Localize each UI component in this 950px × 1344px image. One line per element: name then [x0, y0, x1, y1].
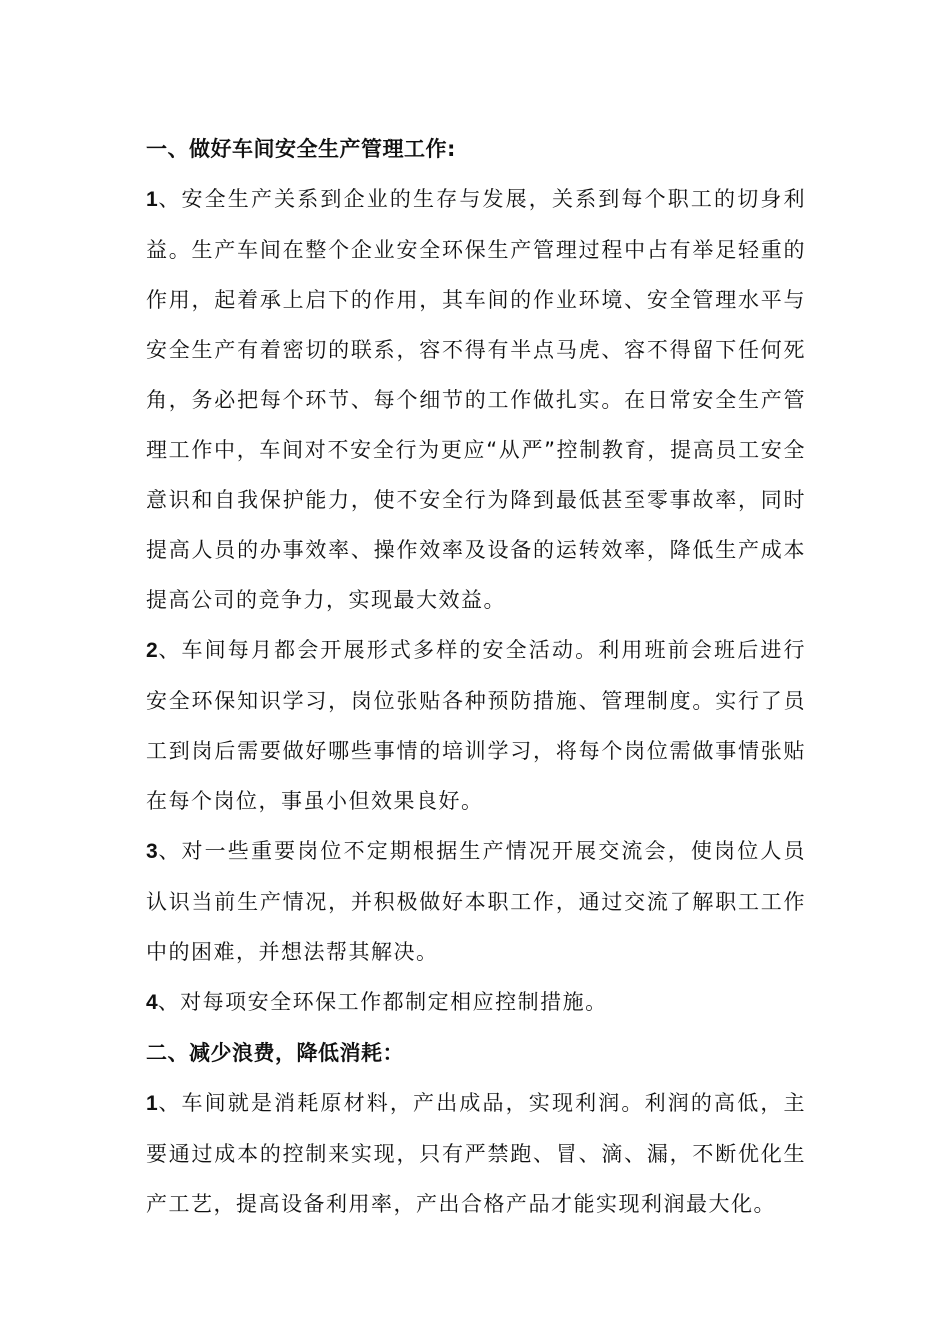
- paragraph-text: 、安全生产关系到企业的生存与发展，关系到每个职工的切身利益。生产车间在整个企业安全环保生产管理过程中占有举足轻重的作用，起着承上启下的作用，其车间的作业环境、安全管理水平与安全生产有着密切的联系，容不得有半点马虎、容不得留下任何死角，务必把每个环节、每个细节的工作做扎实。在日常安全生产管理工作中，车间对不安全行为更应“从严”控制教育，提高员工安全意识和自我保护能力，使不安全行为降到最低甚至零事故率，同时提高人员的办事效率、操作效率及设备的运转效率，降低生产成本提高公司的竞争力，实现最大效益。: [146, 187, 806, 612]
- paragraph-1-3: [146, 826, 806, 977]
- item-number: 2: [146, 639, 158, 662]
- document-body: [146, 124, 806, 1229]
- paragraph-text: 、车间每月都会开展形式多样的安全活动。利用班前会班后进行安全环保知识学习，岗位张贴各种预防措施、管理制度。实行了员工到岗后需要做好哪些事情的培训学习，将每个岗位需做事情张贴在每个岗位，事虽小但效果良好。: [146, 638, 806, 813]
- paragraph-1-1: [146, 174, 806, 625]
- section-heading-1: 一、做好车间安全生产管理工作:: [146, 137, 456, 161]
- item-number: 4: [146, 991, 158, 1014]
- paragraph-text: 、车间就是消耗原材料，产出成品，实现利润。利润的高低，主要通过成本的控制来实现，只有严禁跑、冒、滴、漏，不断优化生产工艺，提高设备利用率，产出合格产品才能实现利润最大化。: [146, 1091, 806, 1216]
- paragraph-1-4: [146, 977, 806, 1028]
- section-heading-2: 二、减少浪费，降低消耗：: [146, 1041, 404, 1065]
- item-number: 3: [146, 840, 158, 863]
- item-number: 1: [146, 188, 158, 211]
- paragraph-2-1: [146, 1078, 806, 1229]
- item-number: 1: [146, 1092, 158, 1115]
- paragraph-1-2: [146, 625, 806, 826]
- paragraph-text: 、对一些重要岗位不定期根据生产情况开展交流会，使岗位人员认识当前生产情况，并积极做好本职工作，通过交流了解职工工作中的困难，并想法帮其解决。: [146, 839, 806, 964]
- paragraph-text: 、对每项安全环保工作都制定相应控制措施。: [157, 990, 608, 1014]
